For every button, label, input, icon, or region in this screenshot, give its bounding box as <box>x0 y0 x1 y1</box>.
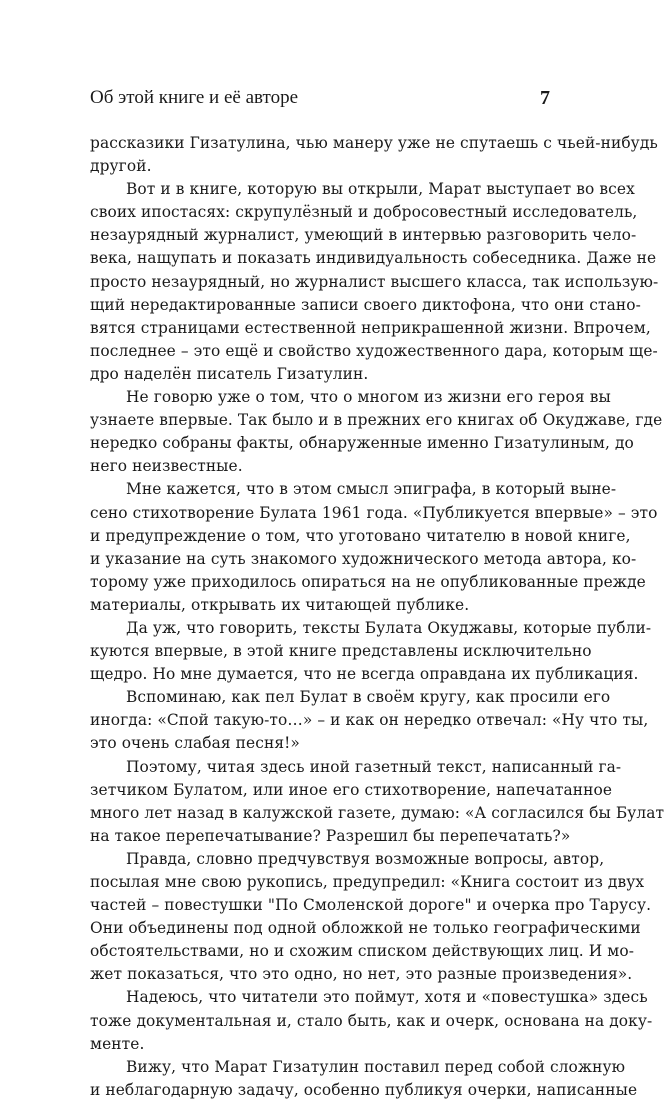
text-line: своих ипостасях: скрупулёзный и добросовестный исследователь, <box>90 203 638 222</box>
text-line: Поэтому, читая здесь иной газетный текст, написанный га- <box>126 757 622 776</box>
text-line: рассказики Гизатулина, чью манеру уже не спутаешь с чьей-нибудь <box>90 134 658 152</box>
text-line: это очень слабая песня!» <box>90 734 300 753</box>
text-line: тоже документальная и, стало быть, как и очерк, основана на доку- <box>90 1011 653 1030</box>
text-line: на такое перепечатывание? Разрешил бы перепечатать?» <box>90 826 571 845</box>
text-line: куются впервые, в этой книге представлены исключительно <box>90 642 592 661</box>
text-line: просто незаурядный, но журналист высшего класса, так использую- <box>90 272 659 291</box>
text-line: Надеюсь, что читатели это поймут, хотя и «повестушка» здесь <box>126 988 648 1007</box>
text-line: и указание на суть знакомого художнического метода автора, ко- <box>90 549 637 568</box>
text-line: вятся страницами естественной неприкрашенной жизни. Впрочем, <box>90 318 651 337</box>
text-line: него неизвестные. <box>90 457 243 476</box>
text-line: материалы, открывать их читающей публике. <box>90 595 470 614</box>
text-line: Да уж, что говорить, тексты Булата Окуджавы, которые публи- <box>126 618 652 637</box>
text-line: менте. <box>90 1034 145 1053</box>
running-title: Об этой книге и её авторе <box>90 87 299 108</box>
text-line: Вспоминаю, как пел Булат в своём кругу, как просили его <box>126 688 611 707</box>
text-line: Вижу, что Марат Гизатулин поставил перед собой сложную <box>126 1057 626 1076</box>
text-line: посылая мне свою рукопись, предупредил: «Книга состоит из двух <box>90 873 645 891</box>
text-line: Мне кажется, что в этом смысл эпиграфа, в который выне- <box>126 480 617 499</box>
text-line: и неблагодарную задачу, особенно публикуя очерки, написанные <box>90 1080 638 1099</box>
text-line: иногда: «Спой такую-то…» – и как он нередко отвечал: «Ну что ты, <box>90 711 649 730</box>
text-line: века, нащупать и показать индивидуальность собеседника. Даже не <box>90 249 657 268</box>
text-line: узнаете впервые. Так было и в прежних его книгах об Окуджаве, где <box>90 411 663 430</box>
text-line: другой. <box>90 157 152 176</box>
text-line: частей – повестушки "По Смоленской дороге" и очерка про Тарусу. <box>90 896 652 915</box>
text-line: Вот и в книге, которую вы открыли, Марат выступает во всех <box>126 180 635 199</box>
text-line: дро наделён писатель Гизатулин. <box>90 364 369 383</box>
text-line: жет показаться, что это одно, но нет, это разные произведения». <box>90 965 633 984</box>
text-line: торому уже приходилось опираться на не опубликованные прежде <box>90 572 646 591</box>
text-line: последнее – это ещё и свойство художественного дара, которым ще- <box>90 341 658 360</box>
text-line: много лет назад в калужской газете, думаю: «А согласился бы Булат <box>90 803 664 822</box>
body-text <box>90 132 664 1099</box>
text-line: и предупреждение о том, что уготовано читателю в новой книге, <box>90 526 631 545</box>
running-head <box>90 86 550 110</box>
text-line: сено стихотворение Булата 1961 года. «Публикуется впервые» – это <box>90 503 658 522</box>
page-number: 7 <box>540 87 550 109</box>
text-line: нередко собраны факты, обнаруженные именно Гизатулиным, до <box>90 434 634 453</box>
text-line: незаурядный журналист, умеющий в интервью разговорить чело- <box>90 226 637 245</box>
text-line: Не говорю уже о том, что о многом из жизни его героя вы <box>126 388 611 407</box>
text-line: обстоятельствами, но и схожим списком действующих лиц. И мо- <box>90 942 635 961</box>
text-line: зетчиком Булатом, или иное его стихотворение, напечатанное <box>90 780 613 799</box>
text-line: Они объединены под одной обложкой не только географическими <box>90 919 641 938</box>
text-line: Правда, словно предчувствуя возможные вопросы, автор, <box>126 849 605 868</box>
text-line: щий нередактированные записи своего диктофона, что они стано- <box>90 295 641 314</box>
text-line: щедро. Но мне думается, что не всегда оправдана их публикация. <box>90 665 639 684</box>
